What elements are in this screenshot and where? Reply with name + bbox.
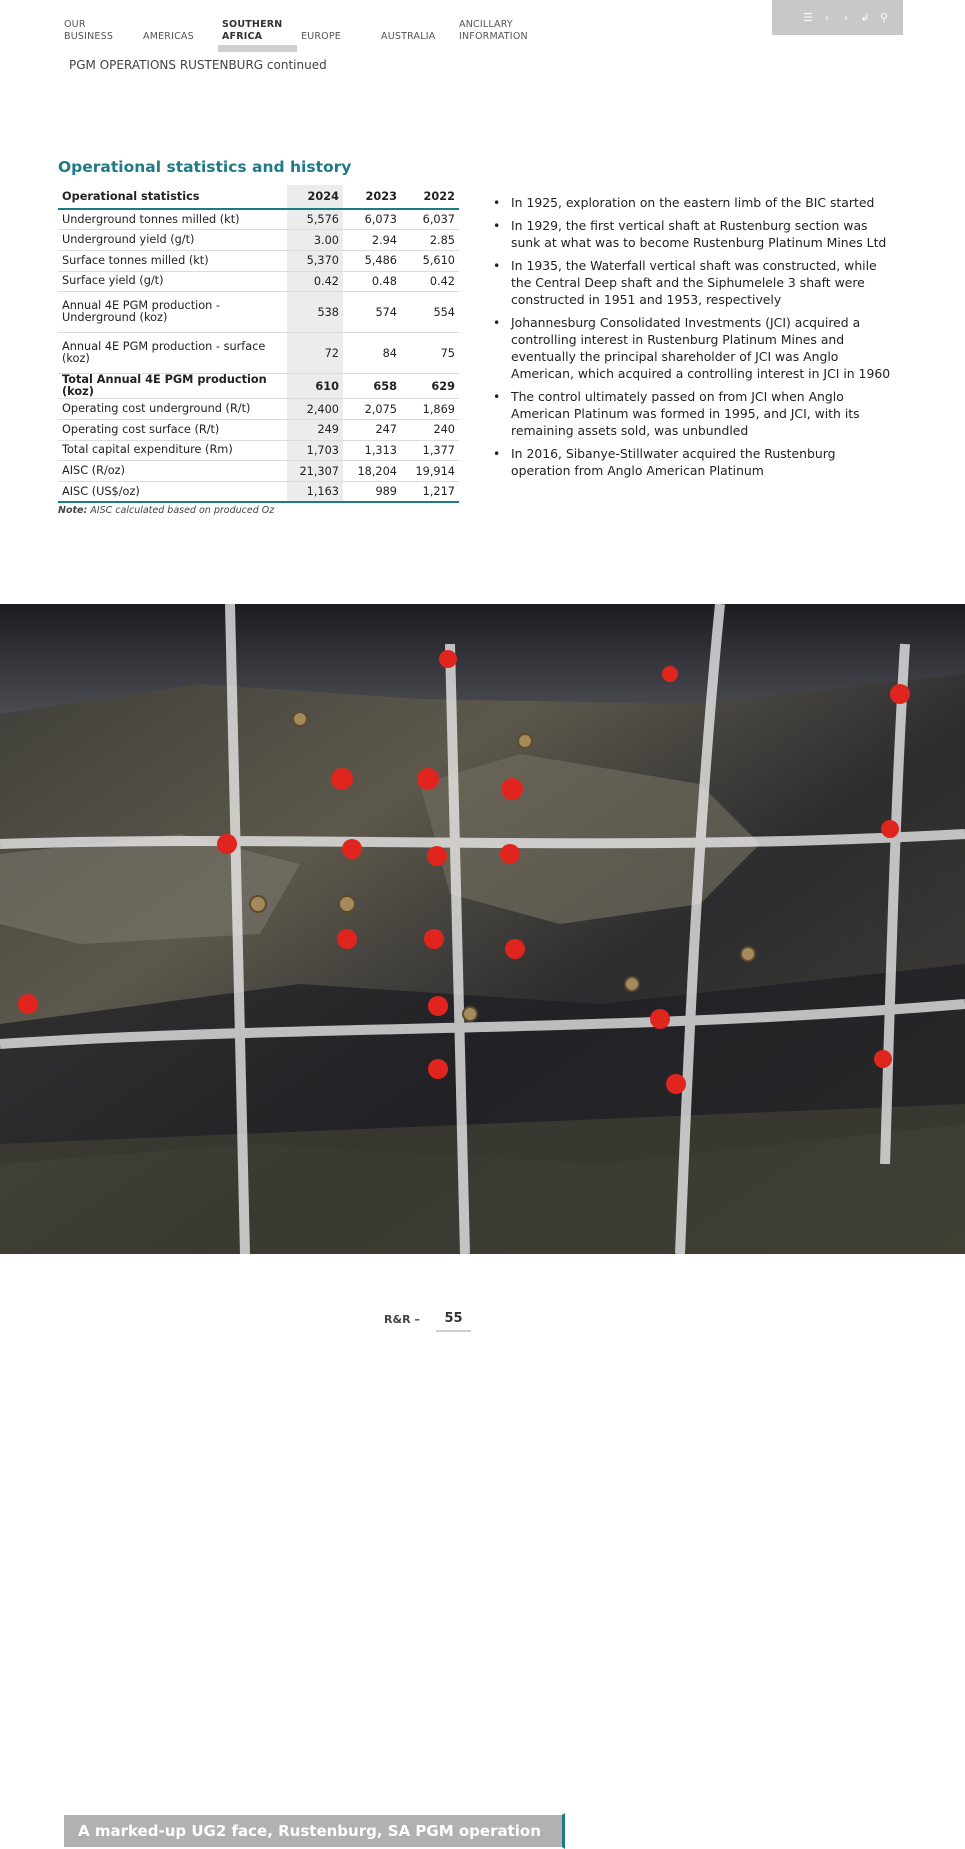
history-item: • In 1929, the first vertical shaft at Rustenburg section was sunk at what was to become Rustenburg Platinum Mines Ltd: [493, 217, 893, 251]
table-row-total: [58, 374, 459, 399]
row-label: Surface tonnes milled (kt): [58, 250, 287, 271]
cell-2023: 1,313: [343, 440, 401, 461]
table-header-row: [58, 185, 459, 209]
page-number: 55: [436, 1311, 471, 1332]
cell-2024: 5,576: [287, 209, 343, 230]
cell-2024: 3.00: [287, 230, 343, 251]
nav-americas[interactable]: AMERICAS: [143, 31, 194, 42]
history-item: • In 2016, Sibanye-Stillwater acquired the Rustenburg operation from Anglo American Platinum: [493, 445, 893, 479]
nav-europe[interactable]: EUROPE: [301, 31, 341, 42]
history-item: • Johannesburg Consolidated Investments (JCI) acquired a controlling interest in Rustenburg Platinum Mines and eventually the principal shareholder of JCI was Anglo American, which acquired a controlling interest in JCI in 1960: [493, 314, 893, 382]
nav-our-business[interactable]: OUR BUSINESS: [64, 19, 114, 42]
row-label: Operating cost underground (R/t): [58, 399, 287, 420]
search-icon[interactable]: ⚲: [879, 10, 889, 24]
cell-2022: 75: [401, 333, 459, 374]
cell-2023: 6,073: [343, 209, 401, 230]
table-row: [58, 209, 459, 230]
note-text: AISC calculated based on produced Oz: [90, 505, 275, 516]
history-list: [493, 194, 893, 485]
cell-2022: 2.85: [401, 230, 459, 251]
row-label: AISC (R/oz): [58, 461, 287, 482]
row-label: Total Annual 4E PGM production (koz): [58, 374, 287, 399]
cell-2023: 658: [343, 374, 401, 399]
table-header-2024: 2024: [287, 185, 343, 209]
photo-caption: [62, 1813, 565, 1849]
table-row: [58, 292, 459, 333]
cell-2024: 610: [287, 374, 343, 399]
table-row: [58, 230, 459, 251]
cell-2024: 2,400: [287, 399, 343, 420]
nav-southern-africa[interactable]: SOUTHERN AFRICA: [222, 19, 283, 42]
nav-ancillary-information[interactable]: ANCILLARY INFORMATION: [459, 19, 528, 42]
cell-2023: 18,204: [343, 461, 401, 482]
back-icon[interactable]: ↲: [860, 10, 870, 24]
row-label: Annual 4E PGM production - Underground (koz): [58, 292, 287, 333]
cell-2022: 5,610: [401, 250, 459, 271]
cell-2024: 1,163: [287, 482, 343, 503]
page-subheader: PGM OPERATIONS RUSTENBURG continued: [69, 58, 327, 72]
section-title: Operational statistics and history: [58, 158, 352, 176]
footer-label: R&R –: [384, 1313, 420, 1326]
cell-2024: 72: [287, 333, 343, 374]
operational-statistics-table: [58, 185, 459, 503]
table-header-2023: 2023: [343, 185, 401, 209]
cell-2022: 6,037: [401, 209, 459, 230]
active-tab-indicator: [218, 45, 297, 52]
cell-2023: 0.48: [343, 271, 401, 292]
table-header-label: Operational statistics: [58, 185, 287, 209]
table-row: [58, 271, 459, 292]
toolbar: [772, 0, 903, 35]
history-item: • In 1925, exploration on the eastern limb of the BIC started: [493, 194, 893, 211]
nav-australia[interactable]: AUSTRALIA: [381, 31, 436, 42]
note-label: Note:: [58, 505, 88, 516]
row-label: Underground yield (g/t): [58, 230, 287, 251]
row-label: Total capital expenditure (Rm): [58, 440, 287, 461]
cell-2022: 19,914: [401, 461, 459, 482]
row-label: Surface yield (g/t): [58, 271, 287, 292]
menu-icon[interactable]: ☰: [803, 10, 813, 24]
row-label: Operating cost surface (R/t): [58, 419, 287, 440]
table-row: [58, 461, 459, 482]
row-label: Underground tonnes milled (kt): [58, 209, 287, 230]
cell-2022: 1,377: [401, 440, 459, 461]
rock-face-illustration: [0, 604, 965, 1254]
row-label: Annual 4E PGM production - surface (koz): [58, 333, 287, 374]
cell-2022: 1,217: [401, 482, 459, 503]
cell-2023: 989: [343, 482, 401, 503]
cell-2023: 2,075: [343, 399, 401, 420]
cell-2023: 574: [343, 292, 401, 333]
cell-2022: 629: [401, 374, 459, 399]
prev-icon[interactable]: ‹: [824, 10, 830, 24]
next-icon[interactable]: ›: [843, 10, 849, 24]
cell-2023: 5,486: [343, 250, 401, 271]
cell-2023: 2.94: [343, 230, 401, 251]
photo-caption-text: A marked-up UG2 face, Rustenburg, SA PGM operation: [78, 1822, 541, 1840]
cell-2022: 1,869: [401, 399, 459, 420]
cell-2022: 0.42: [401, 271, 459, 292]
cell-2024: 21,307: [287, 461, 343, 482]
cell-2024: 5,370: [287, 250, 343, 271]
table-row: [58, 333, 459, 374]
table-row: [58, 399, 459, 420]
table-row: [58, 482, 459, 503]
cell-2022: 554: [401, 292, 459, 333]
table-header-2022: 2022: [401, 185, 459, 209]
table-row: [58, 419, 459, 440]
history-item: • In 1935, the Waterfall vertical shaft was constructed, while the Central Deep shaft and the Siphumelele 3 shaft were constructed in 1951 and 1953, respectively: [493, 257, 893, 308]
table-row: [58, 250, 459, 271]
top-navigation: [0, 0, 965, 80]
row-label: AISC (US$/oz): [58, 482, 287, 503]
cell-2024: 0.42: [287, 271, 343, 292]
table-row: [58, 440, 459, 461]
table-note: [58, 505, 274, 516]
history-item: • The control ultimately passed on from JCI when Anglo American Platinum was formed in 1995, and JCI, with its remaining assets sold, was unbundled: [493, 388, 893, 439]
cell-2023: 247: [343, 419, 401, 440]
cell-2024: 538: [287, 292, 343, 333]
cell-2024: 249: [287, 419, 343, 440]
cell-2024: 1,703: [287, 440, 343, 461]
cell-2023: 84: [343, 333, 401, 374]
cell-2022: 240: [401, 419, 459, 440]
